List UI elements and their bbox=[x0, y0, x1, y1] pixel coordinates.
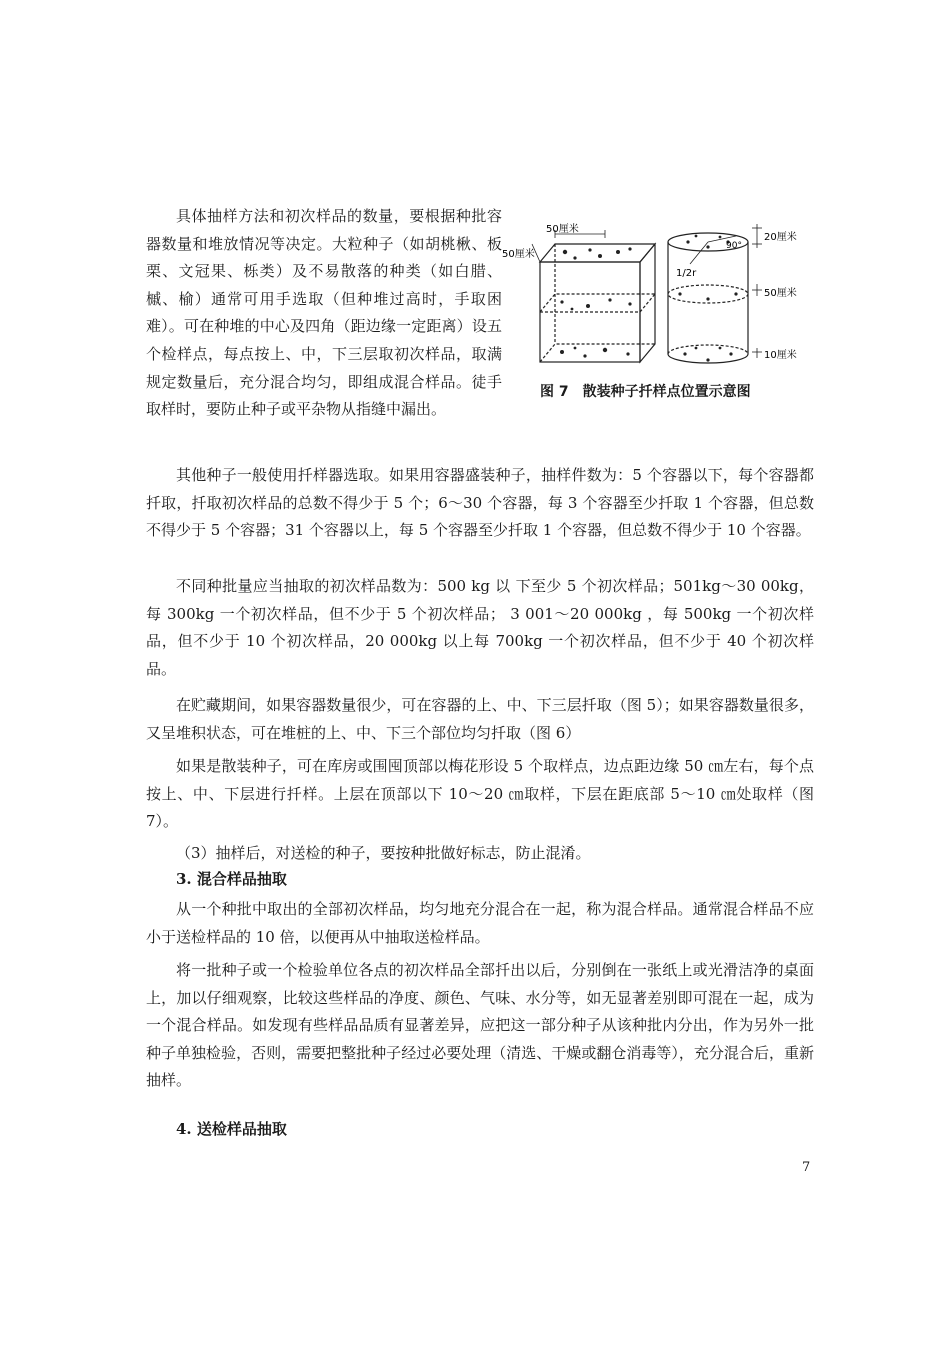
figure-title: 散装种子扦样点位置示意图 bbox=[582, 384, 751, 400]
cylinder-diagram bbox=[668, 224, 762, 363]
cylinder-top-label: 20厘米 bbox=[764, 232, 797, 243]
cylinder-angle-label: 90° bbox=[726, 241, 742, 251]
paragraph-composite-procedure: 将一批种子或一个检验单位各点的初次样品全部扦出以后，分别倒在一张纸上或光滑洁净的桌面上，加以仔细观察，比较这些样品的净度、颜色、气味、水分等，如无显著差别即可混在一起，成为一个混合样品。如发现有些样品品质有显著差异，应把这一部分种子从该种批内分出，作为另外一批种子单独检验，否则，需要把整批种子经过必要处理（清选、干燥或翻仓消毒等），充分混合后，重新抽样。 bbox=[146, 961, 814, 1090]
paragraph-lot-quantity: 不同种批量应当抽取的初次样品数为：500 kg 以 下至少 5 个初次样品；501kg～30 00kg，每 300kg 一个初次样品，但不少于 5 个初次样品； 3 001～20 000kg ，每 500kg 一个初次样品，但不少于 10 个初次样品，20 000kg 以上每 700kg 一个初次样品，但不少于 40 个初次样品。 bbox=[146, 577, 814, 678]
box-top-label: 50厘米 bbox=[546, 224, 579, 235]
paragraph-bulk-seed: 如果是散装种子，可在库房或围囤顶部以梅花形设 5 个取样点，边点距边缘 50 ㎝左右，每个点按上、中、下层进行扦样。上层在顶部以下 10～20 ㎝取样，下层在距底部 5～10 ㎝处取样（图 7）。 bbox=[146, 757, 814, 831]
paragraph-sampler: 其他种子一般使用扦样器选取。如果用容器盛装种子，抽样件数为：5 个容器以下，每个容器都扦取，扦取初次样品的总数不得少于 5 个；6～30 个容器，每 3 个容器至少扦取 1 个容器，但总数不得少于 5 个容器；31 个容器以上，每 5 个容器至少扦取 1 个容器，但总数不得少于 10 个容器。 bbox=[146, 466, 814, 540]
heading-submitted-sample: 4. 送检样品抽取 bbox=[176, 1120, 287, 1138]
paragraph-storage: 在贮藏期间，如果容器数量很少，可在容器的上、中、下三层扦取（图 5）；如果容器数量很多，又呈堆积状态，可在堆桩的上、中、下三个部位均匀扦取（图 6） bbox=[146, 696, 814, 742]
figure-label: 图 7 bbox=[540, 384, 569, 400]
paragraph-labeling: （3）抽样后，对送检的种子，要按种批做好标志，防止混淆。 bbox=[176, 844, 591, 862]
page-number: 7 bbox=[802, 1160, 811, 1175]
cylinder-bottom-label: 10厘米 bbox=[764, 350, 797, 361]
cylinder-radius-label: 1/2r bbox=[676, 268, 697, 279]
cylinder-mid-label: 50厘米 bbox=[764, 288, 797, 299]
figure-caption bbox=[540, 381, 765, 401]
figure-7-diagram bbox=[500, 214, 820, 370]
cylinder-sample-points bbox=[678, 235, 737, 362]
paragraph-composite-definition: 从一个种批中取出的全部初次样品，均匀地充分混合在一起，称为混合样品。通常混合样品不应小于送检样品的 10 倍，以便再从中抽取送检样品。 bbox=[146, 900, 814, 946]
box-sample-points bbox=[560, 247, 632, 357]
heading-composite-sample: 3. 混合样品抽取 bbox=[176, 870, 287, 888]
box-diagram bbox=[532, 230, 655, 362]
box-side-label: 50厘米 bbox=[502, 249, 535, 260]
paragraph-hand-sampling: 具体抽样方法和初次样品的数量，要根据种批容器数量和堆放情况等决定。大粒种子（如胡桃楸、板栗、文冠果、栎类）及不易散落的种类（如白腊、槭、榆）通常可用手选取（但种堆过高时，手取困难）。可在种堆的中心及四角（距边缘一定距离）设五个检样点，每点按上、中，下三层取初次样品，取满规定数量后，充分混合均匀，即组成混合样品。徒手取样时，要防止种子或平杂物从指缝中漏出。 bbox=[146, 207, 502, 419]
